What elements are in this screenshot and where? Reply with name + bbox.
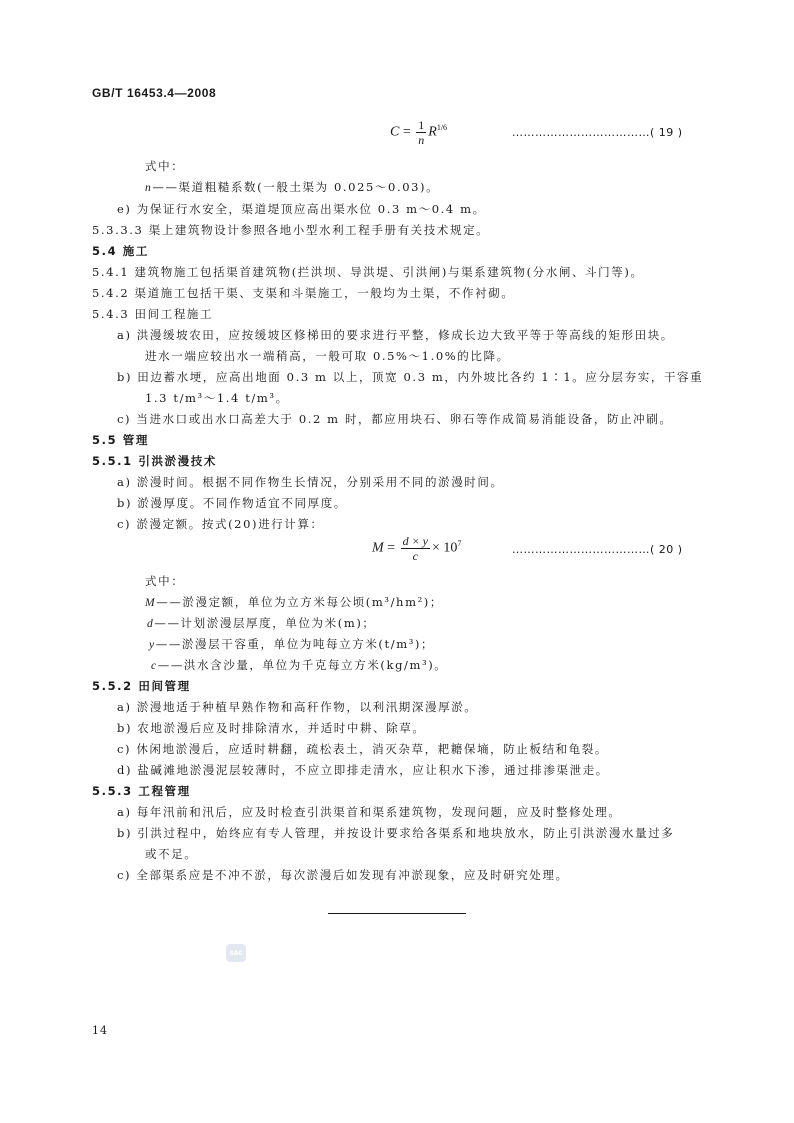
eq19-leader [512, 126, 683, 139]
section-5-5-3-b-line2: 或不足。 [145, 847, 198, 861]
section-5-4-3-b-line1: b) 田边蓄水埂，应高出地面 0.3 m 以上，顶宽 0.3 m，内外坡比各约 1∶1。应分层夯实，干容重 [117, 370, 704, 384]
eq19-lhs: C [390, 124, 400, 140]
section-5-5-1-b: b) 淤漫厚度。不同作物适宜不同厚度。 [117, 496, 347, 510]
item-e: e) 为保证行水安全，渠道堤顶应高出渠水位 0.3 m～0.4 m。 [117, 202, 486, 216]
eq20-where-label: 式中： [145, 574, 185, 588]
section-5-4-3: 5.4.3 田间工程施工 [92, 307, 214, 321]
eq19-def-n-symbol: n [145, 182, 153, 194]
eq20-def-M [145, 594, 443, 611]
eq20-def-y [149, 636, 434, 653]
end-rule [328, 913, 466, 914]
heading-5-5: 5.5 管理 [92, 433, 149, 447]
equation-20: M = $\frac{d \times y}{c}$ × $10^7$ [372, 534, 462, 563]
section-5-3-3-3: 5.3.3.3 渠上建筑物设计参照各地小型水利工程手册有关技术规定。 [92, 223, 490, 237]
eq20-def-M-symbol: M [145, 597, 157, 609]
section-5-5-3-a: a) 每年汛前和汛后，应及时检查引洪渠首和渠系建筑物，发现问题，应及时整修处理。 [117, 805, 622, 819]
eq19-dots: ……………………………… [512, 126, 650, 139]
section-5-5-1-c: c) 淤漫定额。按式(20)进行计算： [117, 517, 324, 531]
section-5-4-3-a-line2: 进水一端应较出水一端稍高，一般可取 0.5%～1.0%的比降。 [145, 349, 510, 363]
eq20-def-y-symbol: y [149, 639, 156, 651]
eq20-fraction [401, 534, 430, 563]
eq19-denominator: n [418, 133, 425, 147]
eq19-def-n [145, 179, 439, 196]
heading-5-5-1: 5.5.1 引洪淤漫技术 [92, 454, 217, 468]
eq20-def-c-text: ——洪水含沙量，单位为千克每立方米(kg/m³)。 [157, 658, 448, 672]
section-5-5-2-a: a) 淤漫地适于种植早熟作物和高秆作物，以利汛期深漫厚淤。 [117, 700, 478, 714]
heading-5-5-2: 5.5.2 田间管理 [92, 679, 191, 693]
eq20-multiplier: × 10 [432, 540, 458, 556]
eq20-tag: ( 20 ) [650, 543, 683, 556]
heading-5-4: 5.4 施工 [92, 244, 149, 258]
eq19-numerator: 1 [418, 118, 425, 132]
eq20-def-d [147, 615, 376, 632]
heading-5-5-3: 5.5.3 工程管理 [92, 784, 191, 798]
section-5-4-3-b-line2: 1.3 t/m³～1.4 t/m³。 [145, 391, 289, 405]
eq20-lhs: M [372, 540, 384, 556]
section-5-4-1: 5.4.1 建筑物施工包括渠首建筑物(拦洪坝、导洪堤、引洪闸)与渠系建筑物(分水闸、斗门等)。 [92, 265, 644, 279]
standard-number: GB/T 16453.4—2008 [92, 86, 217, 100]
eq20-exponent: 7 [457, 539, 462, 549]
equation-19: C = $\frac{1}{n}$ $R^{1/6}$ [390, 118, 448, 147]
eq19-r: R [428, 124, 437, 140]
eq19-where-label: 式中： [145, 159, 185, 173]
eq20-def-M-text: ——淤漫定额，单位为立方米每公顷(m³/hm²)； [156, 595, 443, 609]
section-5-5-3-c: c) 全部渠系应是不冲不淤，每次淤漫后如发现有冲淤现象，应及时研究处理。 [117, 868, 569, 882]
section-5-4-2: 5.4.2 渠道施工包括干渠、支渠和斗渠施工，一般均为土渠，不作衬砌。 [92, 286, 515, 300]
eq20-def-c-symbol: c [151, 660, 158, 672]
section-5-5-2-b: b) 农地淤漫后应及时排除清水，并适时中耕、除草。 [117, 721, 426, 735]
eq20-numerator: d × y [402, 534, 429, 548]
eq19-tag: ( 19 ) [650, 126, 683, 139]
eq19-def-n-text: ——渠道粗糙系数(一般土渠为 0.025～0.03)。 [152, 180, 440, 194]
eq20-def-c [151, 657, 447, 674]
section-5-4-3-a-line1: a) 洪漫缓坡农田，应按缓坡区修梯田的要求进行平整，修成长边大致平等于等高线的矩形田块。 [117, 328, 674, 342]
section-5-4-3-c: c) 当进水口或出水口高差大于 0.2 m 时，都应用块石、卵石等作成简易消能设备，防止冲刷。 [117, 412, 673, 426]
eq20-def-y-text: ——淤漫层干容重，单位为吨每立方米(t/m³)； [155, 637, 435, 651]
eq19-fraction [416, 118, 426, 147]
eq19-exponent: 1/6 [436, 123, 448, 133]
section-5-5-3-b-line1: b) 引洪过程中，始终应有专人管理，并按设计要求给各渠系和地块放水，防止引洪淤漫水量过多 [117, 826, 675, 840]
eq20-dots: ……………………………… [512, 543, 650, 556]
eq20-def-d-text: ——计划淤漫层厚度，单位为米(m)； [154, 616, 376, 630]
eq20-leader [512, 543, 683, 556]
eq20-def-d-symbol: d [147, 618, 155, 630]
page-number: 14 [92, 1024, 108, 1037]
section-5-5-1-a: a) 淤漫时间。根据不同作物生长情况，分别采用不同的淤漫时间。 [117, 475, 504, 489]
sac-watermark-logo: SAC [226, 944, 246, 962]
section-5-5-2-c: c) 休闲地淤漫后，应适时耕翻，疏松表土，消灭杂草，耙耱保墒，防止板结和龟裂。 [117, 742, 608, 756]
section-5-5-2-d: d) 盐碱滩地淤漫泥层较薄时，不应立即排走清水，应让积水下渗，通过排渗渠泄走。 [117, 763, 609, 777]
eq20-denominator: c [412, 549, 418, 563]
